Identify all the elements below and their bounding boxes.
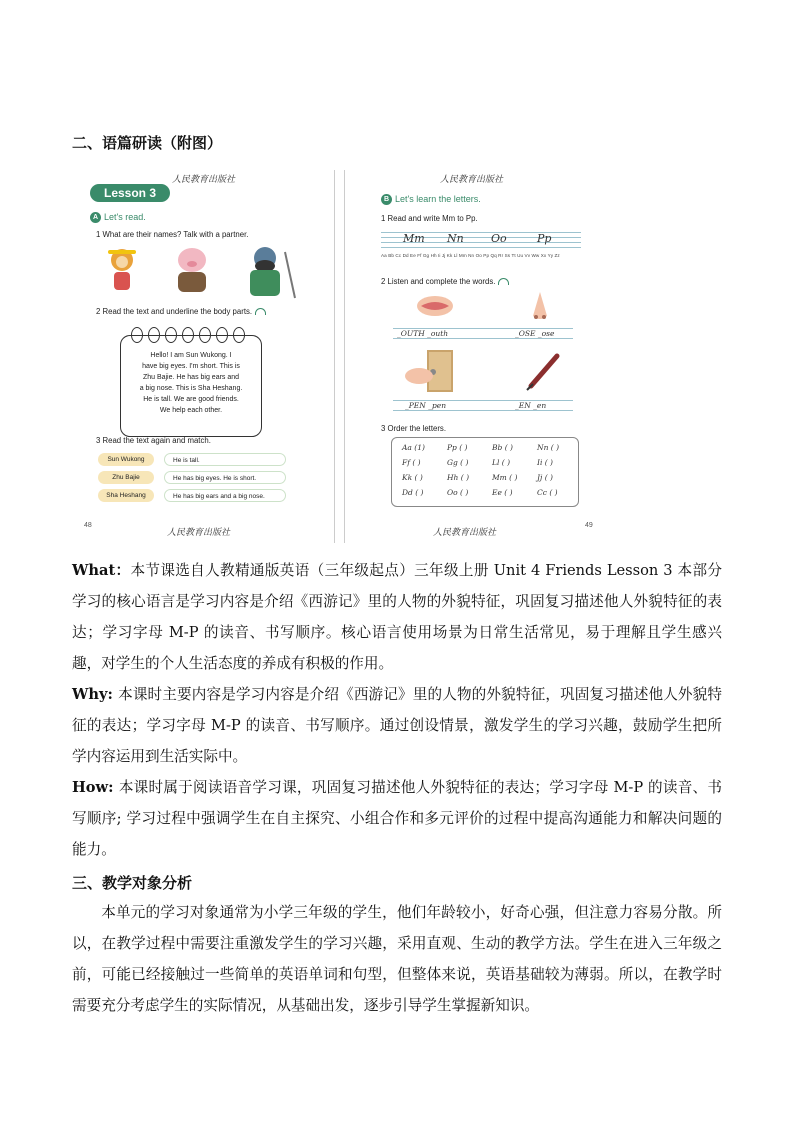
- page-number-right: 49: [585, 522, 593, 529]
- word-open: _PEN _pen: [405, 401, 447, 410]
- part-b-tag: B: [381, 194, 392, 205]
- order-cell: Ll ( ): [492, 458, 510, 467]
- how-text: 本课时属于阅读语音学习课，巩固复习描述他人外貌特征的表达；学习字母 M-P 的读音、书写顺序; 学习过程中强调学生在自主探究、小组合作和多元评价的过程中提高沟通能力和解决问题的能力。: [72, 779, 722, 858]
- what-paragraph: [72, 555, 722, 679]
- publisher-logo-footer: 人民教育出版社: [167, 528, 231, 538]
- why-text: 本课时主要内容是学习内容是介绍《西游记》里的人物的外貌特征，巩固复习描述他人外貌特征的表达；学习字母 M-P 的读音、书写顺序。通过创设情景，激发学生的学习兴趣，鼓励学生把所学内容运用到生活实际中。: [72, 686, 722, 765]
- publisher-logo: 人民教育出版社: [172, 175, 236, 185]
- what-label: What：: [72, 562, 131, 579]
- part-b-heading: [381, 194, 481, 205]
- match-desc-1: He is tall.: [164, 453, 286, 466]
- headphone-icon: [498, 278, 509, 285]
- notebook-ring-icon: [233, 327, 245, 343]
- section-title-student-analysis: 三、教学对象分析: [72, 874, 193, 892]
- question-b1: 1 Read and write Mm to Pp.: [381, 214, 478, 223]
- reading-line: have big eyes. I'm short. This is: [142, 363, 240, 370]
- match-desc-3: He has big ears and a big nose.: [164, 489, 286, 502]
- match-name-1: Sun Wukong: [98, 453, 154, 466]
- notebook-ring-icon: [199, 327, 211, 343]
- order-cell: Aa (1): [402, 443, 425, 452]
- writing-line: [381, 247, 581, 248]
- question-1: 1 What are their names? Talk with a partner.: [96, 230, 249, 239]
- reading-line: Zhu Bajie. He has big ears and: [142, 374, 240, 381]
- order-cell: Mm ( ): [492, 473, 518, 482]
- order-cell: Oo ( ): [447, 488, 469, 497]
- why-paragraph: [72, 679, 722, 772]
- reading-notebook: [120, 335, 262, 437]
- page-number-left: 48: [84, 522, 92, 529]
- reading-line: He is tall. We are good friends.: [143, 396, 239, 403]
- writing-line: [393, 338, 573, 339]
- publisher-logo: 人民教育出版社: [440, 175, 504, 185]
- lesson-badge: Lesson 3: [90, 184, 170, 202]
- match-name-2: Zhu Bajie: [98, 471, 154, 484]
- question-b3: 3 Order the letters.: [381, 424, 447, 433]
- order-cell: Gg ( ): [447, 458, 469, 467]
- letter-nn: Nn: [447, 232, 464, 245]
- textbook-page-right: [344, 170, 607, 543]
- order-cell: Jj ( ): [537, 473, 553, 482]
- headphone-icon: [255, 308, 266, 315]
- publisher-logo-footer: 人民教育出版社: [433, 528, 497, 538]
- how-paragraph: [72, 772, 722, 865]
- order-cell: Pp ( ): [447, 443, 468, 452]
- question-2: [96, 307, 266, 316]
- order-cell: Hh ( ): [447, 473, 469, 482]
- letter-mm: Mm: [403, 232, 425, 245]
- order-cell: Ii ( ): [537, 458, 553, 467]
- section-title-text-study: 二、语篇研读（附图）: [72, 134, 223, 152]
- order-letters-box: [391, 437, 579, 507]
- word-nose: _OSE _ose: [515, 329, 555, 338]
- question-2-text: 2 Read the text and underline the body parts.: [96, 307, 253, 316]
- open-door-picture: [397, 348, 457, 394]
- reading-line: Hello! I am Sun Wukong. I: [150, 352, 232, 359]
- order-cell: Ff ( ): [402, 458, 421, 467]
- notebook-ring-icon: [131, 327, 143, 343]
- letter-pp: Pp: [537, 232, 552, 245]
- order-cell: Ee ( ): [492, 488, 513, 497]
- order-cell: Kk ( ): [402, 473, 423, 482]
- writing-line: [393, 410, 573, 411]
- question-b2-text: 2 Listen and complete the words.: [381, 277, 496, 286]
- question-3: 3 Read the text again and match.: [96, 436, 211, 445]
- reading-text: [131, 350, 251, 416]
- sha-heshang-figure: [250, 247, 295, 298]
- letter-oo: Oo: [491, 232, 507, 245]
- nose-picture: [525, 290, 555, 324]
- order-cell: Cc ( ): [537, 488, 558, 497]
- order-cell: Nn ( ): [537, 443, 560, 452]
- reading-line: We help each other.: [159, 407, 223, 414]
- part-a-heading: [90, 212, 146, 223]
- how-label: How:: [72, 779, 119, 796]
- order-cell: Bb ( ): [492, 443, 513, 452]
- zhu-bajie-figure: [178, 248, 206, 292]
- match-name-3: Sha Heshang: [98, 489, 154, 502]
- notebook-ring-icon: [216, 327, 228, 343]
- alphabet-strip: Aa Bb Cc Dd Ee Ff Gg Hh Ii Jj Kk Ll Mm Nn Oo Pp Qq Rr Ss Tt Uu Vv Ww Xx Yy Zz: [381, 253, 560, 258]
- word-mouth: _OUTH _outh: [397, 329, 449, 338]
- part-b-title: Let's learn the letters.: [395, 194, 481, 204]
- mouth-picture: [415, 292, 455, 320]
- reading-line: a big nose. This is Sha Heshang.: [139, 385, 243, 392]
- word-pen: _EN _en: [515, 401, 547, 410]
- student-analysis-paragraph: 本单元的学习对象通常为小学三年级的学生，他们年龄较小，好奇心强，但注意力容易分散。所以，在教学过程中需要注重激发学生的学习兴趣，采用直观、生动的教学方法。学生在进入三年级之前，可能已经接触过一些简单的英语单词和句型，但整体来说，英语基础较为薄弱。所以，在教学时需要充分考虑学生的实际情况，从基础出发，逐步引导学生掌握新知识。: [72, 904, 722, 1014]
- part-a-title: Let's read.: [104, 212, 146, 222]
- textbook-page-left: [72, 170, 335, 543]
- what-text: 本节课选自人教精通版英语（三年级起点）三年级上册 Unit 4 Friends Lesson 3 本部分学习的核心语言是学习内容是介绍《西游记》里的人物的外貌特征，巩固复习描述他人外貌特征的表达；学习字母 M-P 的读音、书写顺序。核心语言使用场景为日常生活常见，易于理解且学生感兴趣，对学生的个人生活态度的养成有积极的作用。: [72, 562, 722, 672]
- notebook-ring-icon: [165, 327, 177, 343]
- question-b2: [381, 277, 509, 286]
- part-a-tag: A: [90, 212, 101, 223]
- notebook-ring-icon: [148, 327, 160, 343]
- why-label: Why:: [72, 686, 119, 703]
- match-desc-2: He has big eyes. He is short.: [164, 471, 286, 484]
- pen-picture: [523, 352, 563, 392]
- sun-wukong-figure: [108, 249, 136, 290]
- characters-illustration: [100, 242, 300, 302]
- notebook-ring-icon: [182, 327, 194, 343]
- order-cell: Dd ( ): [402, 488, 424, 497]
